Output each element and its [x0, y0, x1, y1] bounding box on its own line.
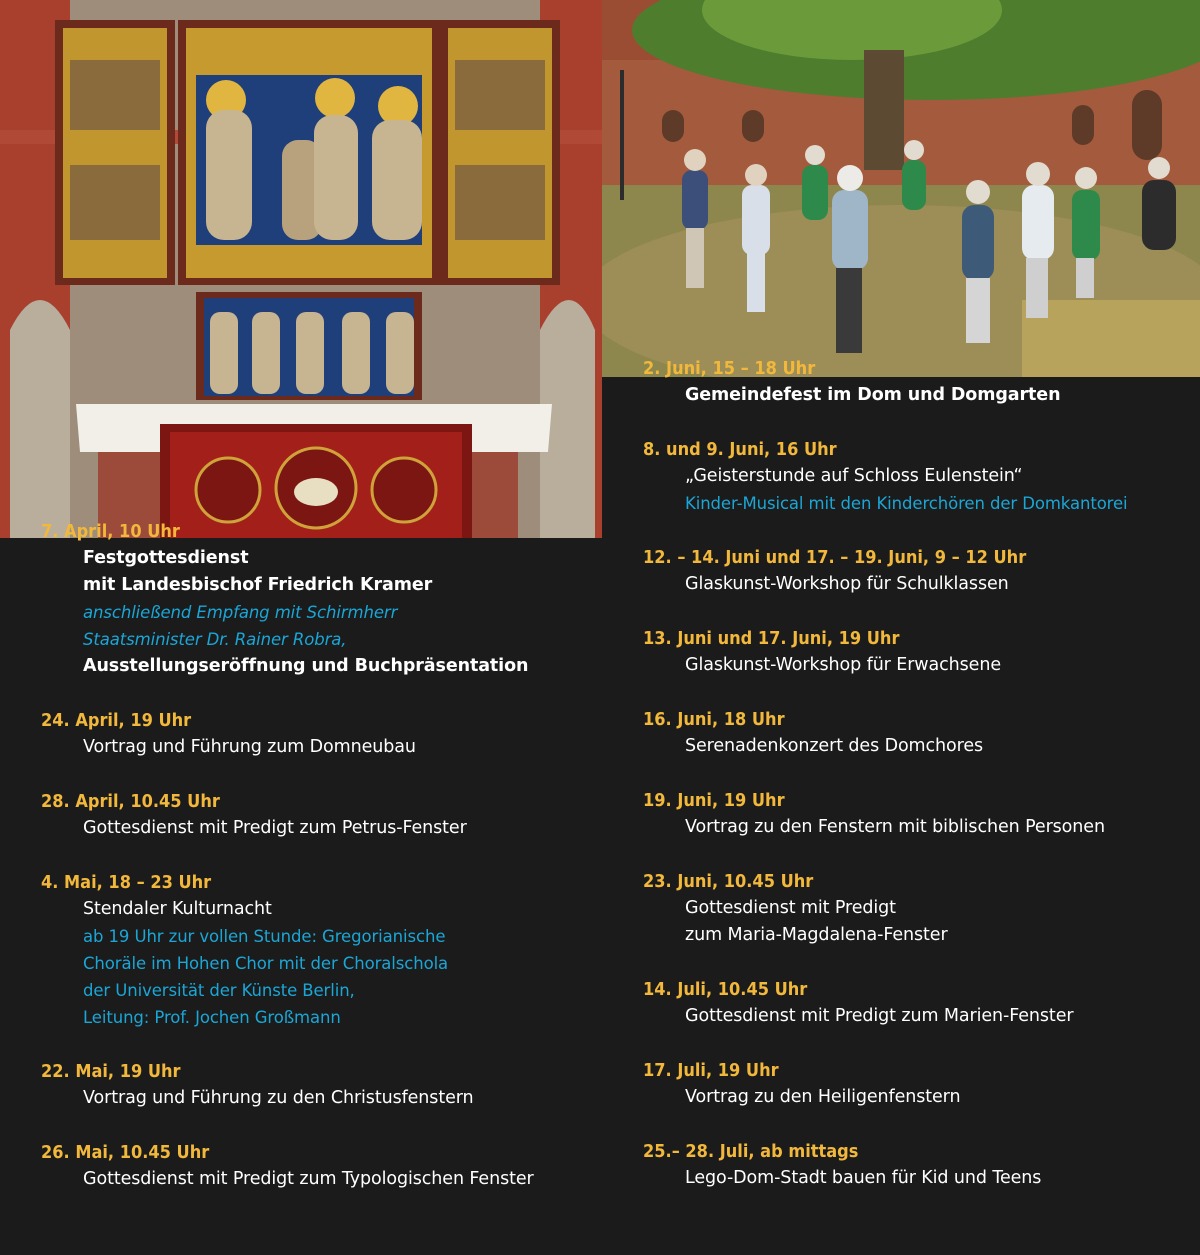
event-description [41, 1085, 601, 1112]
event-item [643, 355, 1188, 409]
event-item [643, 787, 1188, 841]
event-item [41, 788, 601, 842]
event-description [643, 814, 1188, 841]
event-description [41, 896, 601, 1031]
schedule-left [41, 518, 601, 1220]
event-date: 19. Juni, 19 Uhr [643, 790, 785, 811]
event-line: Choräle im Hohen Chor mit der Choralschola [83, 954, 449, 973]
event-line: Gottesdienst mit Predigt [685, 898, 896, 918]
event-item [643, 1138, 1188, 1192]
event-item [41, 1058, 601, 1112]
event-date: 2. Juni, 15 – 18 Uhr [643, 358, 816, 379]
event-line: Glaskunst-Workshop für Schulklassen [685, 574, 1009, 594]
event-description [41, 1166, 601, 1193]
event-line: mit Landesbischof Friedrich Kramer [83, 575, 433, 595]
event-item [643, 544, 1188, 598]
event-date: 16. Juni, 18 Uhr [643, 709, 785, 730]
event-line: anschließend Empfang mit Schirmherr [83, 603, 398, 622]
event-description [643, 895, 1188, 949]
event-line: Vortrag zu den Fenstern mit biblischen Personen [685, 817, 1105, 837]
event-description [643, 1084, 1188, 1111]
event-line: zum Maria-Magdalena-Fenster [685, 925, 948, 945]
event-date: 23. Juni, 10.45 Uhr [643, 871, 814, 892]
event-description [41, 734, 601, 761]
event-date: 7. April, 10 Uhr [41, 521, 180, 542]
event-line: Gemeindefest im Dom und Domgarten [685, 385, 1061, 405]
event-description [643, 1165, 1188, 1192]
event-item [643, 625, 1188, 679]
event-description [643, 382, 1188, 409]
event-item [643, 706, 1188, 760]
event-line: der Universität der Künste Berlin, [83, 981, 355, 1000]
event-line: „Geisterstunde auf Schloss Eulenstein“ [685, 466, 1023, 486]
event-description [643, 652, 1188, 679]
schedule-right [643, 355, 1188, 1219]
event-item [41, 518, 601, 680]
event-description [41, 815, 601, 842]
event-date: 17. Juli, 19 Uhr [643, 1060, 779, 1081]
event-line: Gottesdienst mit Predigt zum Petrus-Fenster [83, 818, 467, 838]
event-description [643, 571, 1188, 598]
event-line: Kinder-Musical mit den Kinderchören der Domkantorei [685, 494, 1128, 513]
event-date: 22. Mai, 19 Uhr [41, 1061, 181, 1082]
event-line: Vortrag und Führung zum Domneubau [83, 737, 416, 757]
event-description [643, 733, 1188, 760]
event-line: Ausstellungseröffnung und Buchpräsentation [83, 656, 529, 676]
event-line: Vortrag zu den Heiligenfenstern [685, 1087, 961, 1107]
event-date: 28. April, 10.45 Uhr [41, 791, 220, 812]
event-date: 26. Mai, 10.45 Uhr [41, 1142, 210, 1163]
event-item [41, 1139, 601, 1193]
altar-icon [0, 0, 602, 538]
altar-photo [0, 0, 602, 538]
event-line: Leitung: Prof. Jochen Großmann [83, 1008, 341, 1027]
event-line: Lego-Dom-Stadt bauen für Kid und Teens [685, 1168, 1042, 1188]
event-date: 8. und 9. Juni, 16 Uhr [643, 439, 837, 460]
event-line: ab 19 Uhr zur vollen Stunde: Gregorianische [83, 927, 446, 946]
event-item [41, 869, 601, 1031]
event-line: Stendaler Kulturnacht [83, 899, 272, 919]
event-line: Serenadenkonzert des Domchores [685, 736, 984, 756]
event-description [41, 545, 601, 680]
event-date: 12. – 14. Juni und 17. – 19. Juni, 9 – 12 Uhr [643, 547, 1027, 568]
event-date: 13. Juni und 17. Juni, 19 Uhr [643, 628, 900, 649]
event-item [643, 868, 1188, 949]
garden-photo [602, 0, 1200, 377]
event-description [643, 1003, 1188, 1030]
event-line: Staatsminister Dr. Rainer Robra, [83, 630, 347, 649]
event-line: Gottesdienst mit Predigt zum Typologischen Fenster [83, 1169, 534, 1189]
event-line: Gottesdienst mit Predigt zum Marien-Fenster [685, 1006, 1074, 1026]
event-date: 14. Juli, 10.45 Uhr [643, 979, 808, 1000]
event-item [643, 436, 1188, 517]
event-date: 4. Mai, 18 – 23 Uhr [41, 872, 212, 893]
event-item [643, 1057, 1188, 1111]
event-line: Vortrag und Führung zu den Christusfenstern [83, 1088, 474, 1108]
event-description [643, 463, 1188, 517]
dance-icon [602, 0, 1200, 377]
event-date: 25.– 28. Juli, ab mittags [643, 1141, 859, 1162]
event-line: Glaskunst-Workshop für Erwachsene [685, 655, 1001, 675]
event-item [41, 707, 601, 761]
event-item [643, 976, 1188, 1030]
event-line: Festgottesdienst [83, 548, 249, 568]
event-date: 24. April, 19 Uhr [41, 710, 192, 731]
